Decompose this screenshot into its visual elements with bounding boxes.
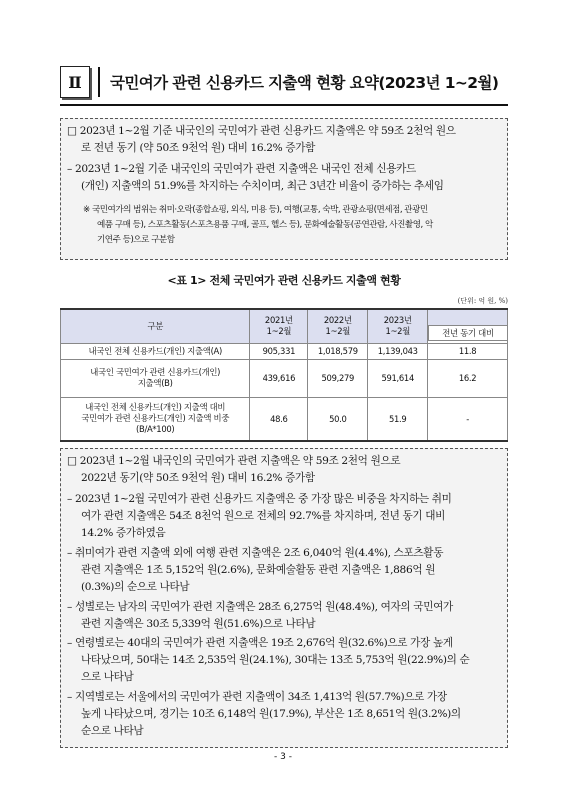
text-line: 으로 나타남 [81, 671, 134, 683]
header-period: 1~2월 [325, 326, 351, 337]
cell-yoy: 11.8 [428, 343, 508, 359]
header-year: 2021년 [264, 315, 293, 326]
dash-bullet-icon: – [67, 601, 72, 613]
square-bullet-icon: □ [67, 125, 77, 137]
text-line: 2023년 1~2월 내국인의 국민여가 관련 지출액은 약 59조 2천억 원으로 [79, 455, 401, 467]
row-label-line: (B/A*100) [136, 424, 175, 435]
dash-bullet-icon: – [67, 493, 72, 505]
cell-2021: 48.6 [250, 397, 308, 441]
text-line: 관련 지출액은 30조 5,339억 원(51.6%)으로 나타남 [81, 618, 316, 630]
section-number: Ⅱ [60, 66, 90, 98]
table-title: <표 1> 전체 국민여가 관련 신용카드 지출액 현황 [167, 274, 401, 287]
page-number: - 3 - [274, 752, 292, 762]
cell-2022: 1,018,579 [308, 343, 368, 359]
row-label [61, 397, 250, 441]
box1-paragraph-1 [67, 123, 503, 157]
text-line: 로 전년 동기 (약 50조 9천억 원) 대비 16.2% 증가함 [81, 142, 316, 154]
row-label [61, 343, 250, 359]
text-line: 취미여가 관련 지출액 외에 여행 관련 지출액은 2조 6,040억 원(4.4%), 스포츠활동 [74, 547, 444, 559]
text-line: 국민여가의 범위는 취미·오락(종합쇼핑, 외식, 미용 등), 여행(교통, 숙박, 관광쇼핑(면세점, 관광민 [91, 205, 428, 215]
text-line: 지역별로는 서울에서의 국민여가 관련 지출액이 34조 1,413억 원(57.7%)으로 가장 [74, 691, 447, 703]
header-category: 구분 [61, 309, 250, 343]
text-line: (개인) 지출액의 51.9%를 차지하는 수치이며, 최근 3년간 비율이 증가하는 추세임 [81, 180, 444, 192]
dash-bullet-icon: – [67, 691, 72, 703]
dash-bullet-icon: – [67, 163, 72, 175]
table-unit: (단위: 억 원, %) [457, 297, 508, 305]
box1-paragraph-2 [67, 161, 503, 195]
summary-box-1 [60, 118, 508, 260]
summary-box-2 [60, 448, 508, 748]
header-underline [60, 104, 508, 106]
text-line: 기연주 등)으로 구분함 [97, 235, 175, 245]
cell-2022: 50.0 [308, 397, 368, 441]
text-line: 성별로는 남자의 국민여가 관련 지출액은 28조 6,275억 원(48.4%), 여자의 국민여가 [74, 601, 453, 613]
text-line: 높게 나타났으며, 경기는 10조 6,148억 원(17.9%), 부산은 1조 8,651억 원(3.2%)의 [81, 708, 461, 720]
header-2022 [308, 309, 368, 343]
text-line: 2023년 1~2월 기준 내국인의 국민여가 관련 지출액은 내국인 전체 신용카드 [74, 163, 416, 175]
cell-2021: 905,331 [250, 343, 308, 359]
header-2023 [368, 309, 428, 343]
cell-2023: 51.9 [368, 397, 428, 441]
row-label [61, 359, 250, 397]
text-line: 순으로 나타남 [81, 725, 144, 737]
header-2021 [250, 309, 308, 343]
text-line: 2023년 1~2월 국민여가 관련 신용카드 지출액은 중 가장 많은 비중을 차지하는 취미 [74, 493, 452, 505]
reference-mark-icon: ※ [83, 205, 90, 215]
box2-paragraph-2 [67, 491, 503, 542]
section-title: 국민여가 관련 신용카드 지출액 현황 요약(2023년 1~2월) [110, 74, 499, 92]
table-row [61, 359, 508, 397]
text-line: 2023년 1~2월 기준 내국인의 국민여가 관련 신용카드 지출액은 약 59조 2천억 원으 [79, 125, 456, 137]
text-line: 연령별로는 40대의 국민여가 관련 지출액은 19조 2,676억 원(32.6%)으로 가장 높게 [74, 637, 453, 649]
box2-paragraph-5 [67, 635, 503, 686]
box2-paragraph-6 [67, 689, 503, 740]
text-line: 여가 관련 지출액은 54조 8천억 원으로 전체의 92.7%를 차지하며, 전년 동기 대비 [81, 510, 446, 522]
text-line: (0.3%)의 순으로 나타남 [81, 581, 190, 593]
header-period: 1~2월 [385, 326, 411, 337]
box2-paragraph-4 [67, 599, 503, 633]
header-year: 2022년 [323, 315, 352, 326]
box1-note [83, 203, 505, 248]
box2-paragraph-3 [67, 545, 503, 596]
row-label-line: 내국인 전체 신용카드(개인) 지출액 대비 [85, 402, 226, 413]
box2-paragraph-1 [67, 453, 503, 487]
cell-2023: 591,614 [368, 359, 428, 397]
text-line: 나타났으며, 50대는 14조 2,535억 원(24.1%), 30대는 13조 5,753억 원(22.9%)의 순 [81, 654, 470, 666]
cell-2023: 1,139,043 [368, 343, 428, 359]
table-row [61, 397, 508, 441]
header-period: 1~2월 [266, 326, 292, 337]
cell-yoy: 16.2 [428, 359, 508, 397]
header-divider [98, 67, 100, 97]
row-label-line: 내국인 전체 신용카드(개인) 지출액(A) [88, 345, 222, 356]
row-label-line: 내국인 국민여가 관련 신용카드(개인) [90, 367, 221, 377]
dash-bullet-icon: – [67, 637, 72, 649]
section-header [60, 64, 508, 100]
text-line: 14.2% 증가하였음 [81, 527, 166, 539]
header-yoy-label: 전년 동기 대비 [428, 325, 508, 341]
dash-bullet-icon: – [67, 547, 72, 559]
text-line: 2022년 동기(약 50조 9천억 원) 대비 16.2% 증가함 [81, 472, 315, 484]
row-label-line: 지출액(B) [137, 378, 173, 388]
table-row [61, 343, 508, 359]
text-line: 예품 구매 등), 스포츠활동(스포츠용품 구매, 골프, 헬스 등), 문화예술활동(공연관람, 사진촬영, 악 [97, 220, 433, 230]
text-line: 관련 지출액은 1조 5,152억 원(2.6%), 문화예술활동 관련 지출액은 1,886억 원 [81, 564, 436, 576]
cell-2021: 439,616 [250, 359, 308, 397]
header-year: 2023년 [383, 315, 412, 326]
cell-2022: 509,279 [308, 359, 368, 397]
row-label-line: 국민여가 관련 신용카드(개인) 지출액 비중 [81, 413, 230, 424]
cell-yoy: - [428, 397, 508, 441]
square-bullet-icon: □ [67, 455, 77, 467]
